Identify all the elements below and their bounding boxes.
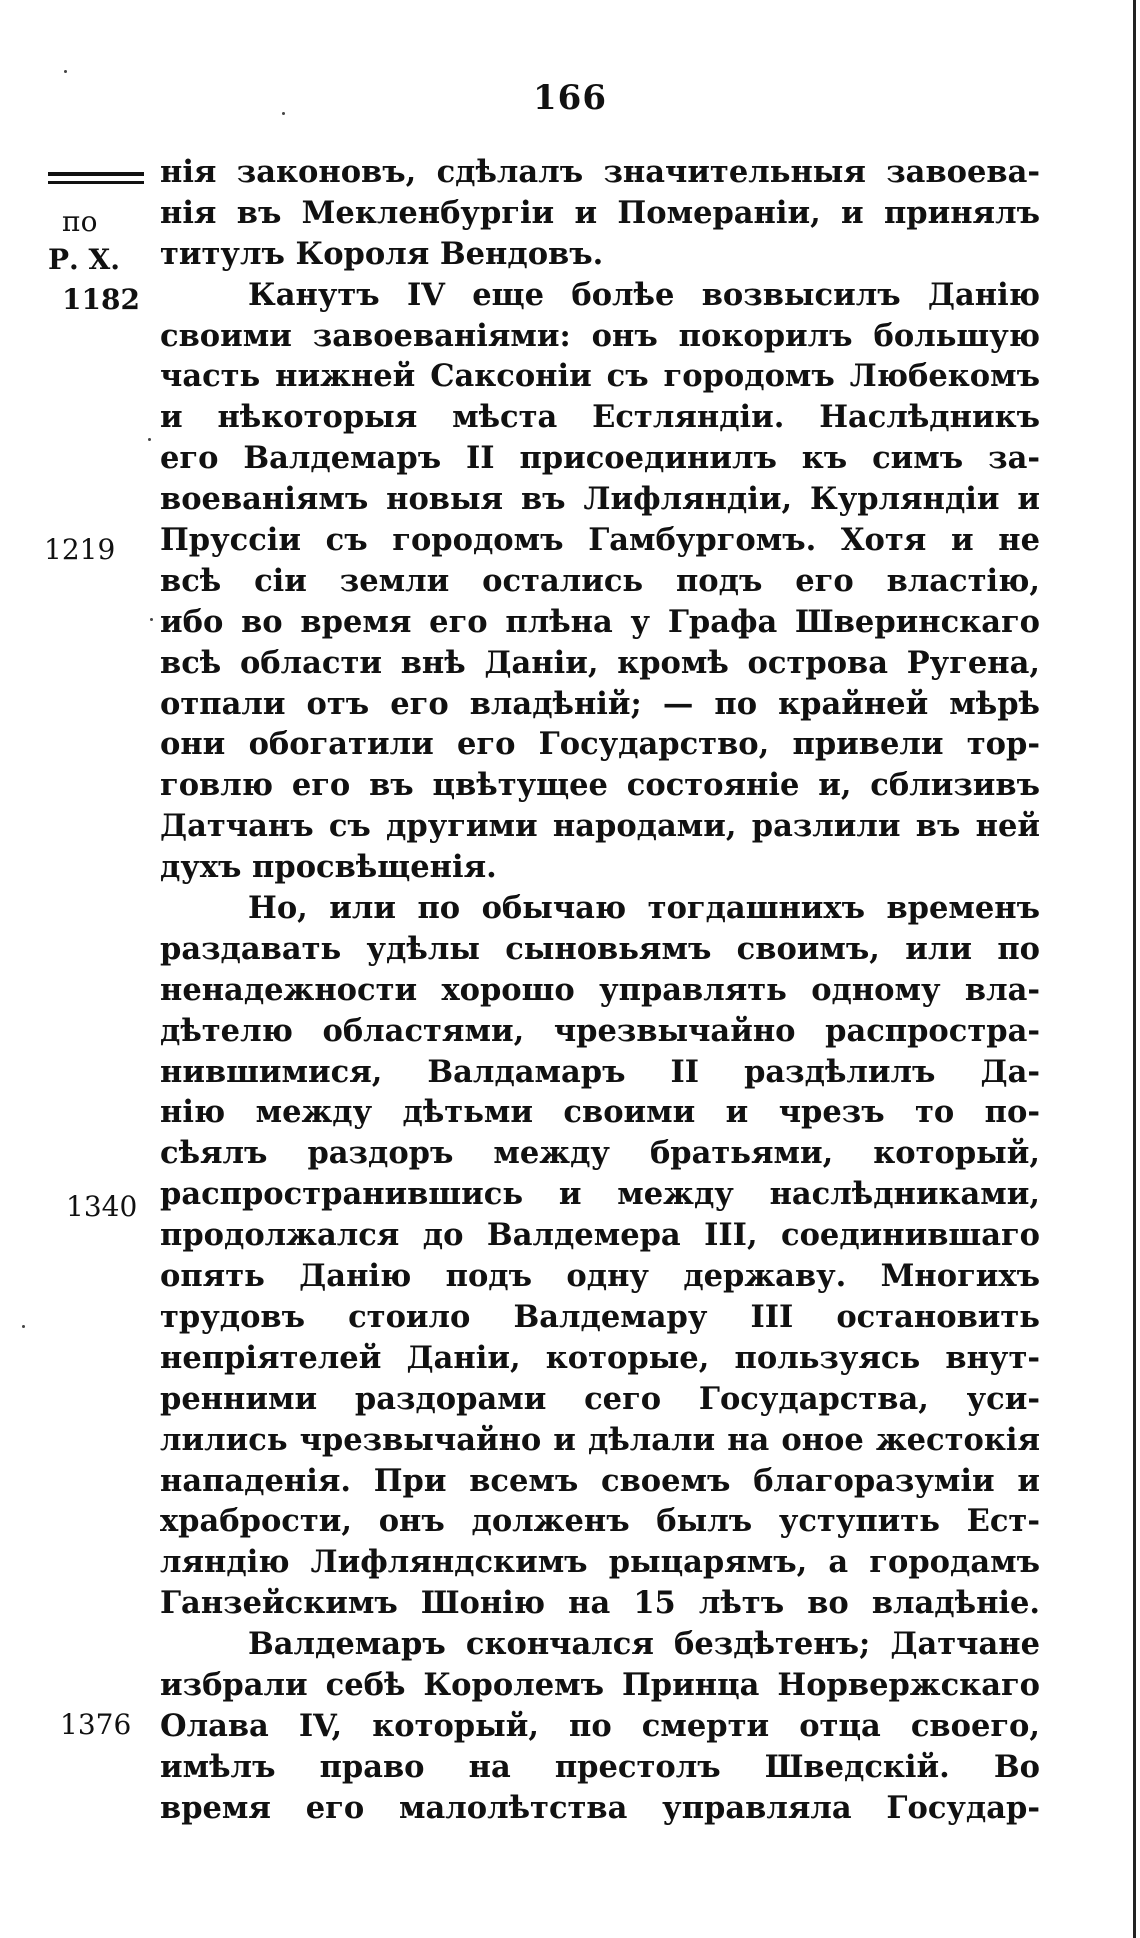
text-line: Пруссіи съ городомъ Гамбургомъ. Хотя и не xyxy=(160,522,1040,559)
margin-decorative-rule xyxy=(48,172,144,184)
scan-speck xyxy=(64,70,67,73)
text-line: распространившись и между наслѣдниками, xyxy=(160,1176,1040,1213)
text-line: часть нижней Саксоніи съ городомъ Любекомъ xyxy=(160,358,1040,395)
text-line: ненадежности хорошо управлять одному вла- xyxy=(160,971,1040,1008)
text-line: они обогатили его Государство, привели тор- xyxy=(160,726,1040,763)
text-line: говлю его въ цвѣтущее состояніе и, сблизивъ xyxy=(160,767,1040,804)
text-line: Валдемаръ скончался бездѣтенъ; Датчане xyxy=(248,1626,1040,1663)
text-line: Канутъ IV еще болѣе возвысилъ Данію xyxy=(248,276,1040,313)
text-line: сѣялъ раздоръ между братьями, который, xyxy=(160,1135,1040,1172)
text-line: трудовъ стоило Валдемару III остановить xyxy=(160,1298,1040,1335)
text-line: лились чрезвычайно и дѣлали на оное жестокія xyxy=(160,1421,1040,1458)
text-line: избрали себѣ Королемъ Принца Норвержскаго xyxy=(160,1666,1040,1703)
text-line: нія въ Мекленбургіи и Помераніи, и принялъ xyxy=(160,194,1040,231)
scan-speck xyxy=(150,618,153,621)
text-line: воеваніямъ новыя въ Лифляндіи, Курляндіи и xyxy=(160,481,1040,518)
side-note-1340: 1340 xyxy=(66,1190,138,1223)
text-line: отпали отъ его владѣній; — по крайней мѣрѣ xyxy=(160,685,1040,722)
text-line: всѣ сіи земли остались подъ его властію, xyxy=(160,562,1040,599)
side-note-po: по xyxy=(62,205,98,238)
side-note-1376: 1376 xyxy=(60,1708,132,1741)
text-line: имѣлъ право на престолъ Шведскій. Во xyxy=(160,1748,1040,1785)
text-line: нію между дѣтьми своими и чрезъ то по- xyxy=(160,1094,1040,1131)
text-line: своими завоеваніями: онъ покорилъ большую xyxy=(160,317,1040,354)
text-line: продолжался до Валдемера III, соединившаго xyxy=(160,1217,1040,1254)
text-line: нія законовъ, сдѣлалъ значительныя завоева- xyxy=(160,154,1040,190)
text-line: и нѣкоторыя мѣста Естляндіи. Наслѣдникъ xyxy=(160,399,1040,436)
side-note-1219: 1219 xyxy=(44,533,116,566)
text-line: Олава IV, который, по смерти отца своего, xyxy=(160,1707,1040,1744)
page-edge-line xyxy=(1133,0,1136,1938)
text-line: храбрости, онъ долженъ былъ уступить Ест- xyxy=(160,1503,1040,1540)
text-line: ренними раздорами сего Государства, уси- xyxy=(160,1380,1040,1417)
text-line: Ганзейскимъ Шонію на 15 лѣтъ во владѣніе. xyxy=(160,1585,1040,1622)
scan-speck xyxy=(22,1325,25,1328)
text-line: нападенія. При всемъ своемъ благоразуміи и xyxy=(160,1462,1040,1499)
text-line: нившимися, Валдамаръ II раздѣлилъ Да- xyxy=(160,1053,1040,1090)
text-line: его Валдемаръ II присоединилъ къ симъ за- xyxy=(160,440,1040,477)
text-line: ляндію Лифляндскимъ рыцарямъ, а городамъ xyxy=(160,1544,1040,1581)
text-line: дѣтелю областями, чрезвычайно распростра- xyxy=(160,1012,1040,1049)
text-line: опять Данію подъ одну державу. Многихъ xyxy=(160,1258,1040,1295)
text-line: ибо во время его плѣна у Графа Шверинскаго xyxy=(160,603,1040,640)
side-note-rh: Р. Х. xyxy=(48,243,121,276)
side-note-1182: 1182 xyxy=(62,283,140,316)
scan-speck xyxy=(148,438,151,441)
scan-speck xyxy=(282,112,285,115)
text-line: титулъ Короля Вендовъ. xyxy=(160,235,604,272)
text-line: духъ просвѣщенія. xyxy=(160,849,497,886)
text-line: непріятелей Даніи, которые, пользуясь внут- xyxy=(160,1339,1040,1376)
text-line: Датчанъ съ другими народами, разлили въ ней xyxy=(160,808,1040,845)
text-line: всѣ области внѣ Даніи, кромѣ острова Ругена, xyxy=(160,644,1040,681)
text-line: раздавать удѣлы сыновьямъ своимъ, или по xyxy=(160,930,1040,967)
body-text xyxy=(160,152,1040,1829)
text-line: Но, или по обычаю тогдашнихъ временъ xyxy=(248,890,1040,927)
text-line: время его малолѣтства управляла Государ- xyxy=(160,1789,1040,1826)
page-number: 166 xyxy=(533,78,607,118)
